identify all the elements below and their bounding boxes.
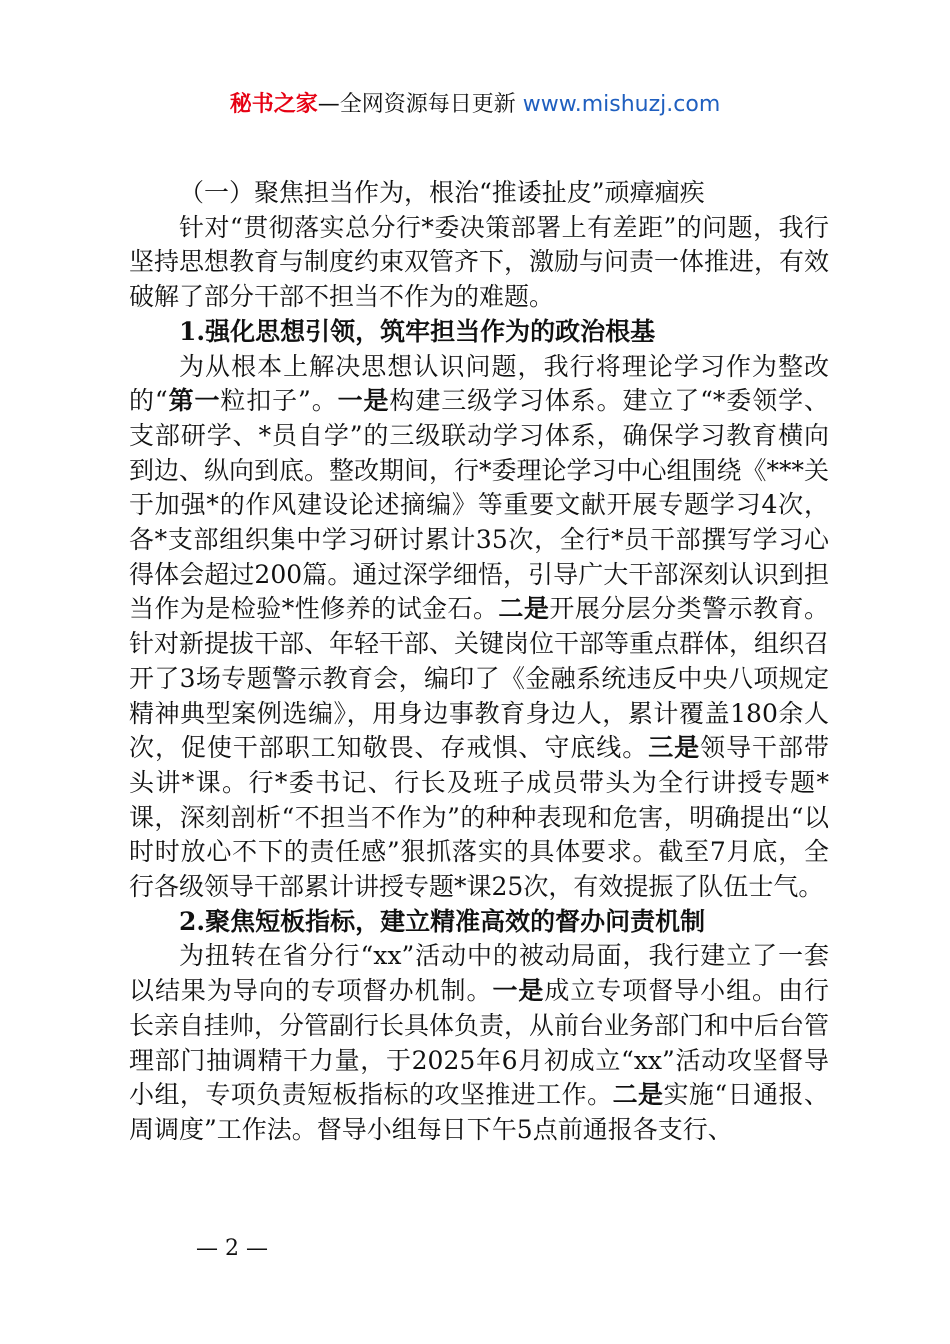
site-url[interactable]: www.mishuzj.com bbox=[522, 92, 721, 117]
paragraph-thought-leadership: 为从根本上解决思想认识问题，我行将理论学习作为整改的“第一粒扣子”。一是构建三级学习体系。建立了“*委领学、支部研学、*员自学”的三级联动学习体系，确保学习教育横向到边、纵向到底。整改期间，行*委理论学习中心组围绕《***关于加强*的作风建设论述摘编》等重要文献开展专题学习4次，各*支部组织集中学习研讨累计35次，全行*员干部撰写学习心得体会超过200篇。通过深学细悟，引导广大干部深刻认识到担当作为是检验*性修养的试金石。二是开展分层分类警示教育。针对新提拔干部、年轻干部、关键岗位干部等重点群体，组织召开了3场专题警示教育会，编印了《金融系统违反中央八项规定精神典型案例选编》，用身边事教育身边人，累计覆盖180余人次，促使干部职工知敬畏、存戒惧、守底线。三是领导干部带头讲*课。行*委书记、行长及班子成员带头为全行讲授专题*课，深刻剖析“不担当不作为”的种种表现和危害，明确提出“以时时放心不下的责任感”狠抓落实的具体要求。截至7月底，全行各级领导干部累计讲授专题*课25次，有效提振了队伍士气。 bbox=[129, 351, 830, 902]
section-title: （一）聚焦担当作为，根治“推诿扯皮”顽瘴痼疾 bbox=[179, 178, 705, 207]
page-number: — 2 — bbox=[196, 1236, 268, 1261]
subheading-2: 2.聚焦短板指标，建立精准高效的督办问责机制 bbox=[179, 906, 706, 936]
site-header bbox=[0, 90, 950, 120]
paragraph-supervision: 为扭转在省分行“xx”活动中的被动局面，我行建立了一套以结果为导向的专项督办机制。一是成立专项督导小组。由行长亲自挂帅，分管副行长具体负责，从前台业务部门和中后台管理部门抽调精干力量，于2025年6月初成立“xx”活动攻坚督导小组，专项负责短板指标的攻坚推进工作。二是实施“日通报、周调度”工作法。督导小组每日下午5点前通报各支行、 bbox=[129, 941, 830, 1144]
brand-name: 秘书之家 bbox=[229, 92, 318, 117]
header-tagline: —全网资源每日更新 bbox=[317, 92, 523, 117]
subheading-1: 1.强化思想引领，筑牢担当作为的政治根基 bbox=[179, 316, 656, 346]
paragraph-intro: 针对“贯彻落实总分行*委决策部署上有差距”的问题，我行坚持思想教育与制度约束双管齐下，激励与问责一体推进，有效破解了部分干部不担当不作为的难题。 bbox=[129, 212, 830, 312]
document-body bbox=[129, 176, 829, 1148]
